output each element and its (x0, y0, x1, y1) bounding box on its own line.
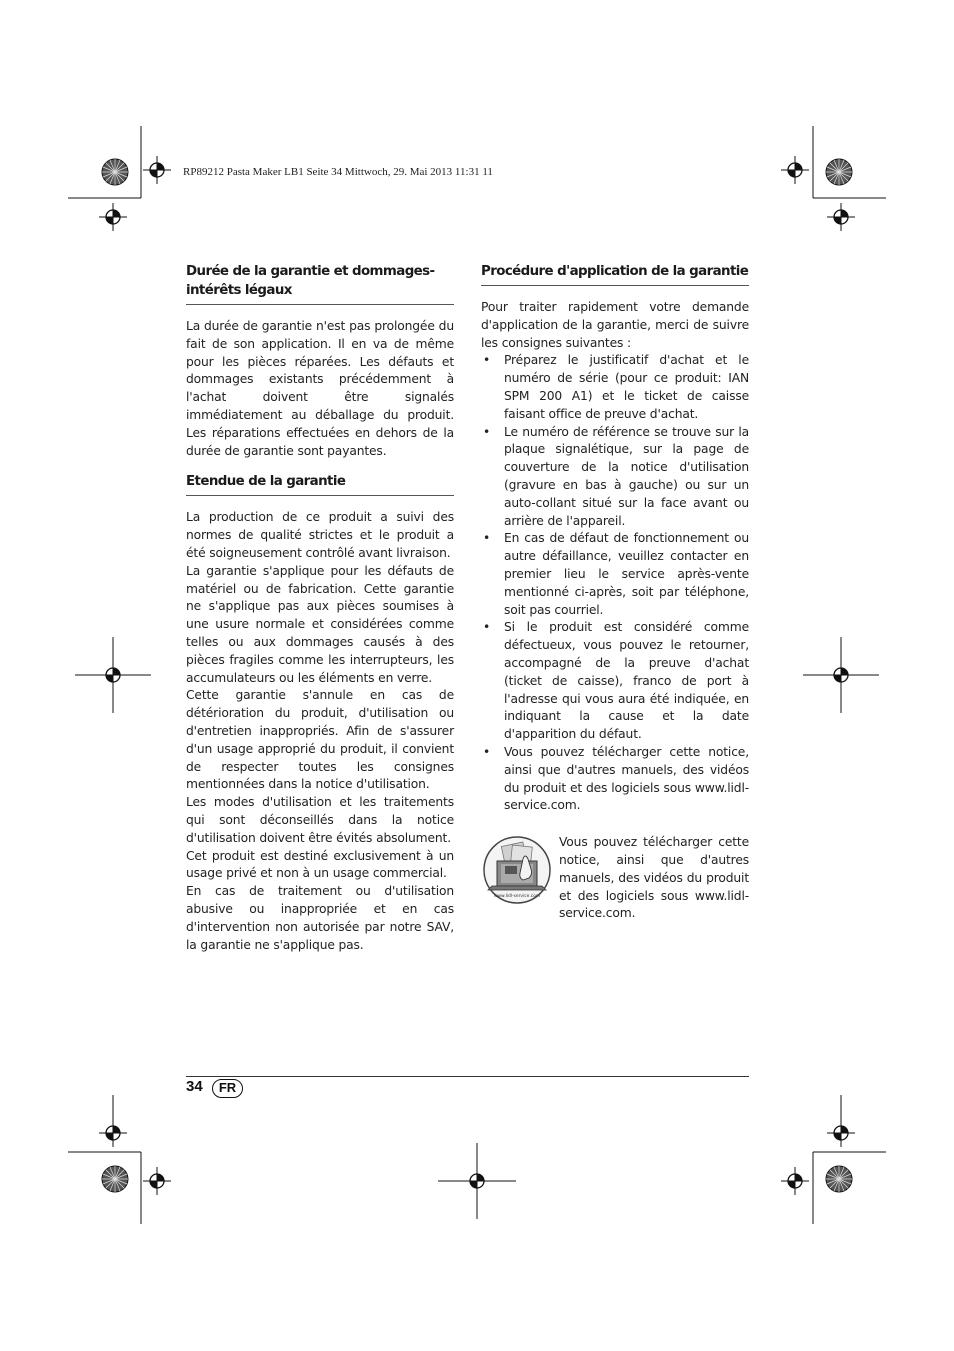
bullet-icon: • (483, 531, 491, 546)
paragraph: La durée de garantie n'est pas prolongée du fait de son application. Il en va de même pour les pièces réparées. Les défauts et dommages existants précédemment à l'achat doivent être signalés immédiatement au déballage du produit. Les réparations effectuées en dehors de la durée de garantie sont payantes. (186, 319, 454, 458)
intro-paragraph: Pour traiter rapidement votre demande d'application de la garantie, merci de suivre les consignes suivantes : (481, 300, 749, 350)
print-header: RP89212 Pasta Maker LB1 Seite 34 Mittwoch, 29. Mai 2013 11:31 11 (183, 166, 493, 178)
procedure-list (481, 352, 749, 815)
section-heading: Durée de la garantie et dommages-intérêts légaux (186, 262, 454, 305)
list-item-text: Le numéro de référence se trouve sur la plaque signalétique, sur la page de couverture de la notice d'utilisation (gravure en bas à gauche) ou sur un auto-collant situé sur la face avant ou arrière de l'appareil. (504, 424, 749, 528)
list-item (481, 530, 749, 619)
bullet-icon: • (483, 744, 491, 759)
note-text: Vous pouvez télécharger cette notice, ainsi que d'autres manuels, des vidéos du produit et des logiciels sous www.lidl-service.com. (559, 835, 749, 921)
paragraph: Cette garantie s'annule en cas de détérioration du produit, d'utilisation ou d'entretien inappropriés. Afin de s'assurer d'un usage approprié du produit, il convient de respecter toutes les consignes mentionnées dans la notice d'utilisation. (186, 688, 454, 792)
bullet-icon: • (483, 620, 491, 635)
list-item-text: Vous pouvez télécharger cette notice, ainsi que d'autres manuels, des vidéos du produit et des logiciels sous www.lidl-service.com. (504, 744, 749, 813)
list-item-text: En cas de défaut de fonctionnement ou autre défaillance, veuillez contacter en premier lieu le service après-vente mentionné ci-après, soit par téléphone, soit pas courriel. (504, 531, 749, 617)
bullet-icon: • (483, 424, 491, 439)
footer-divider (186, 1076, 749, 1077)
warranty-scope-section (186, 472, 454, 954)
paragraph: Cet produit est destiné exclusivement à un usage privé et non à un usage commercial. (186, 848, 454, 881)
list-item (481, 619, 749, 744)
warranty-procedure-section (481, 262, 749, 815)
list-item (481, 352, 749, 423)
bullet-icon: • (483, 353, 491, 368)
language-badge: FR (212, 1079, 243, 1098)
list-item (481, 424, 749, 531)
download-note (481, 834, 749, 923)
warranty-duration-section (186, 262, 454, 460)
list-item-text: Si le produit est considéré comme défectueux, vous pouvez le retourner, accompagné de la preuve d'achat (ticket de caisse), franco de port à l'adresse qui vous aura été indiquée, en indiquant la cause et la date d'apparition du défaut. (504, 620, 749, 742)
paragraph: La production de ce produit a suivi des normes de qualité strictes et le produit a été soigneusement contrôlé avant livraison. (186, 510, 454, 560)
lidl-service-download-icon (481, 834, 553, 906)
paragraph: En cas de traitement ou d'utilisation abusive ou inappropriée et en cas d'intervention non autorisée par notre SAV, la garantie ne s'applique pas. (186, 884, 454, 952)
list-item (481, 744, 749, 815)
icon-caption: www.lidl-service.com (493, 894, 541, 900)
left-column (186, 262, 454, 966)
paragraph: La garantie s'applique pour les défauts de matériel ou de fabrication. Cette garantie ne s'applique pas aux pièces soumises à une usure normale et considérées comme telles ou aux dommages causés à des pièces fragiles comme les interrupteurs, les accumulateurs ou les éléments en verre. (186, 563, 454, 685)
paragraph: Les modes d'utilisation et les traitements qui sont déconseillés dans la notice d'utilisation doivent être évités absolument. (186, 795, 454, 845)
page-number: 34 (186, 1078, 203, 1095)
right-column (481, 262, 749, 923)
section-heading: Etendue de la garantie (186, 472, 454, 496)
section-heading: Procédure d'application de la garantie (481, 262, 749, 286)
list-item-text: Préparez le justificatif d'achat et le numéro de série (pour ce produit: IAN SPM 200 A1) et le ticket de caisse faisant office de preuve d'achat. (504, 353, 749, 421)
